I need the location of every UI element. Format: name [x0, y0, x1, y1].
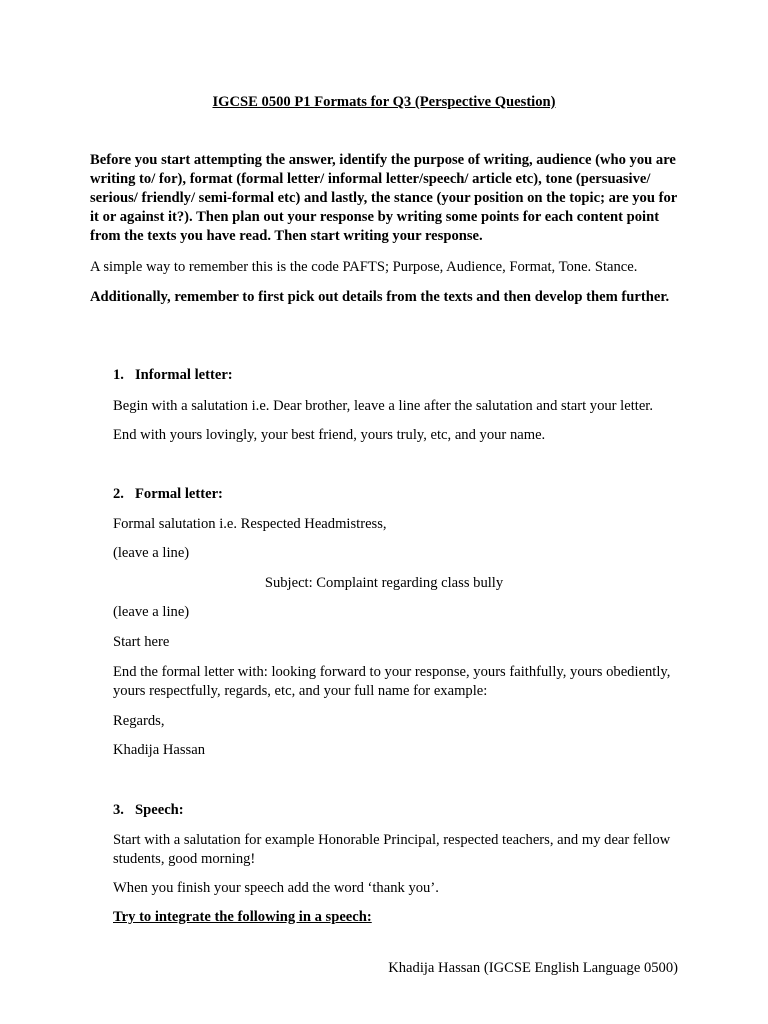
section-line: (leave a line)	[113, 545, 190, 561]
subject-line: Subject: Complaint regarding class bully	[264, 575, 504, 591]
pafts-paragraph: A simple way to remember this is the code PAFTS; Purpose, Audience, Format, Tone. Stance.	[90, 259, 638, 275]
section-line: When you finish your speech add the word ‘thank you’.	[113, 880, 439, 896]
section-number: 3.	[113, 802, 124, 818]
section-heading: Speech:	[135, 802, 184, 818]
section-number: 1.	[113, 367, 124, 383]
page-footer: Khadija Hassan (IGCSE English Language 0500)	[388, 960, 678, 976]
section-line: Start with a salutation for example Honorable Principal, respected teachers, and my dear fellow students, good morning!	[113, 832, 671, 867]
section-heading: Informal letter:	[135, 367, 233, 383]
section-line: Formal salutation i.e. Respected Headmistress,	[113, 516, 387, 532]
document-title: IGCSE 0500 P1 Formats for Q3 (Perspective Question)	[212, 94, 556, 110]
intro-paragraph: Before you start attempting the answer, identify the purpose of writing, audience (who you are writing to/ for), format (formal letter/ informal letter/speech/ article etc), tone (persuasive/ serious/ friendly/ semi-formal etc) and lastly, the stance (your position on the topic; are you for it or against it?). Then plan out your response by writing some points for each content point from the texts you have read. Then start writing your response.	[90, 152, 677, 244]
section-line: (leave a line)	[113, 604, 190, 620]
section-informal-letter-heading	[113, 366, 678, 385]
section-formal-letter-heading	[113, 485, 678, 504]
section-line: Begin with a salutation i.e. Dear brother, leave a line after the salutation and start your letter.	[113, 398, 654, 414]
section-speech-heading	[113, 801, 678, 820]
section-number: 2.	[113, 486, 124, 502]
section-line: End the formal letter with: looking forward to your response, yours faithfully, yours obediently, yours respectfully, regards, etc, and your full name for example:	[113, 664, 671, 699]
section-line: Start here	[113, 634, 170, 650]
section-heading: Formal letter:	[135, 486, 223, 502]
document-page	[90, 0, 678, 1024]
section-line: End with yours lovingly, your best friend, yours truly, etc, and your name.	[113, 427, 546, 443]
section-line: Regards,	[113, 713, 165, 729]
section-line: Khadija Hassan	[113, 742, 205, 758]
additional-paragraph: Additionally, remember to first pick out details from the texts and then develop them further.	[90, 289, 670, 305]
section-line: Try to integrate the following in a speech:	[113, 909, 372, 925]
